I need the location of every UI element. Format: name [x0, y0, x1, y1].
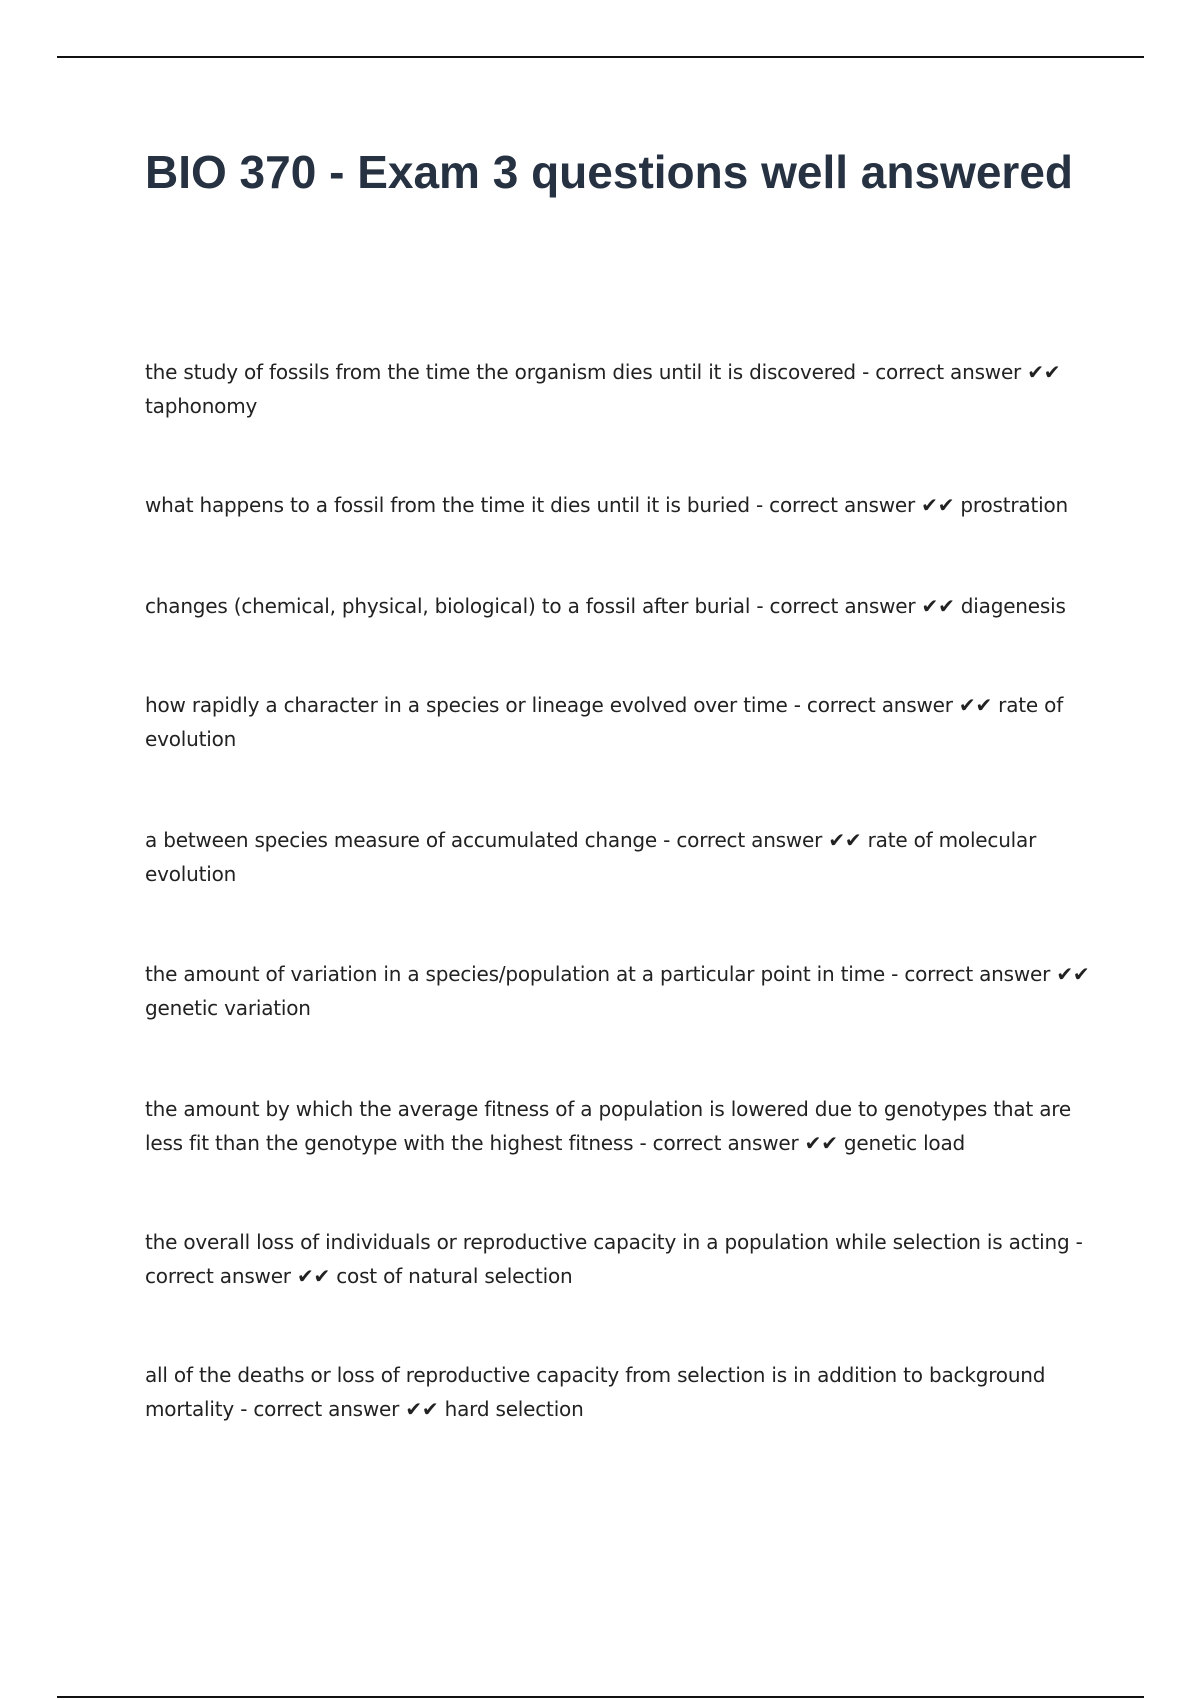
qa-item: the study of fossils from the time the organism dies until it is discovered - correct answer ✔✔ taphonomy — [145, 360, 1061, 418]
qa-item: a between species measure of accumulated change - correct answer ✔✔ rate of molecular evolution — [145, 828, 1037, 886]
qa-item: all of the deaths or loss of reproductive capacity from selection is in addition to background mortality - correct answer ✔✔ hard selection — [145, 1363, 1046, 1421]
page-title: BIO 370 - Exam 3 questions well answered — [145, 146, 1074, 198]
qa-item: changes (chemical, physical, biological) to a fossil after burial - correct answer ✔✔ diagenesis — [145, 594, 1066, 618]
top-divider — [57, 56, 1144, 58]
qa-item: the amount of variation in a species/population at a particular point in time - correct answer ✔✔ genetic variation — [145, 962, 1090, 1020]
qa-item: what happens to a fossil from the time it dies until it is buried - correct answer ✔✔ prostration — [145, 493, 1068, 517]
qa-item: the amount by which the average fitness of a population is lowered due to genotypes that are less fit than the genotype with the highest fitness - correct answer ✔✔ genetic load — [145, 1097, 1071, 1155]
bottom-divider — [57, 1696, 1144, 1698]
qa-item: the overall loss of individuals or reproductive capacity in a population while selection is acting - correct answer ✔✔ cost of natural selection — [145, 1230, 1083, 1288]
qa-item: how rapidly a character in a species or lineage evolved over time - correct answer ✔✔ rate of evolution — [145, 693, 1064, 751]
